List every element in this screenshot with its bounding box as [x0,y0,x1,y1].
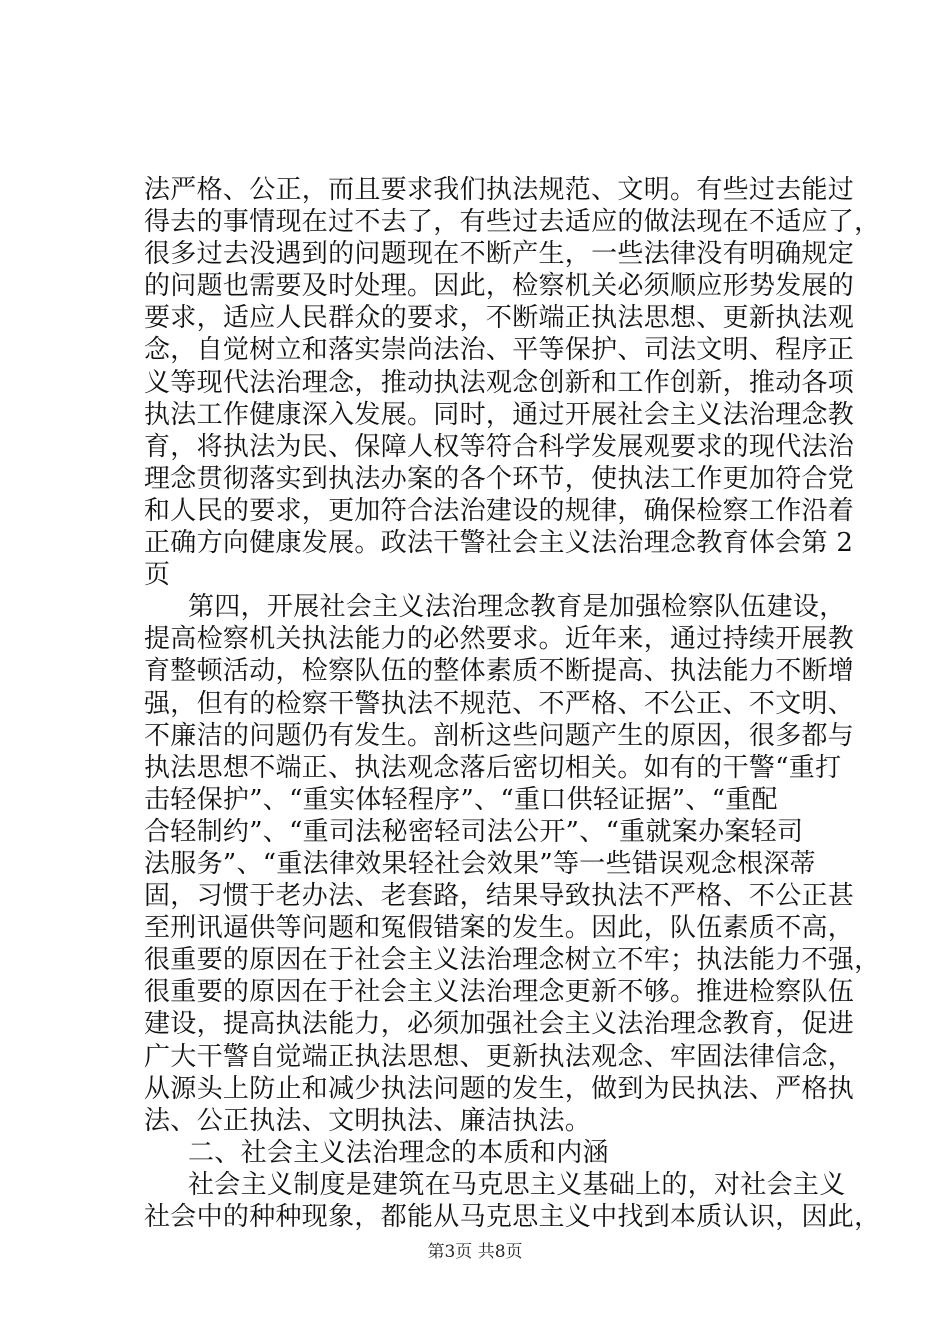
body-text-line: 念，自觉树立和落实崇尚法治、平等保护、司法文明、程序正 [144,335,855,366]
body-text-line: 广大干警自觉端正执法思想、更新执法观念、牢固法律信念， [144,1041,855,1072]
body-text-line: 社会中的种种现象，都能从马克思主义中找到本质认识，因此， [144,1202,881,1232]
body-text-line: 社会主义制度是建筑在马克思主义基础上的，对社会主义 [188,1169,846,1200]
body-text-line: 很重要的原因在于社会主义法治理念树立不牢；执法能力不强， [144,945,881,976]
body-text-line: 第四，开展社会主义法治理念教育是加强检察队伍建设， [188,592,846,623]
body-text-line: 不廉洁的问题仍有发生。剖析这些问题产生的原因，很多都与 [144,720,855,751]
body-text-line: 至刑讯逼供等问题和冤假错案的发生。因此，队伍素质不高， [144,913,855,944]
body-text-line: 的问题也需要及时处理。因此，检察机关必须顺应形势发展的 [144,271,855,302]
body-text-line: 二、社会主义法治理念的本质和内涵 [188,1137,609,1168]
body-text-line: 合轻制约”、“重司法秘密轻司法公开”、“重就案办案轻司 [144,816,804,847]
page-footer: 第3页 共8页 [427,1242,523,1262]
body-text-line: 法、公正执法、文明执法、廉洁执法。 [144,1105,592,1136]
body-text-line: 法服务”、“重法律效果轻社会效果”等一些错误观念根深蒂 [144,848,816,879]
body-text-line: 提高检察机关执法能力的必然要求。近年来，通过持续开展教 [144,624,855,655]
body-text-line: 页 [144,560,171,591]
body-text-line: 和人民的要求，更加符合法治建设的规律，确保检察工作沿着 [144,495,855,526]
body-text-line: 执法工作健康深入发展。同时，通过开展社会主义法治理念教 [144,399,855,430]
body-text-line: 从源头上防止和减少执法问题的发生，做到为民执法、严格执 [144,1073,855,1104]
body-text-line: 很多过去没遇到的问题现在不断产生，一些法律没有明确规定 [144,239,855,270]
body-text-line: 理念贯彻落实到执法办案的各个环节，使执法工作更加符合党 [144,463,855,494]
body-text-line: 要求，适应人民群众的要求，不断端正执法思想、更新执法观 [144,303,855,334]
body-text-line: 法严格、公正，而且要求我们执法规范、文明。有些过去能过 [144,175,855,205]
body-text-line: 执法思想不端正、执法观念落后密切相关。如有的干警“重打 [144,752,842,783]
body-text-line: 固，习惯于老办法、老套路，结果导致执法不严格、不公正甚 [144,881,855,912]
body-text-line: 很重要的原因在于社会主义法治理念更新不够。推进检察队伍 [144,977,855,1008]
document-body [144,174,881,1233]
body-text-line: 育，将执法为民、保障人权等符合科学发展观要求的现代法治 [144,431,855,462]
body-text-line: 得去的事情现在过不去了，有些过去适应的做法现在不适应了， [144,207,881,238]
body-text-line: 正确方向健康发展。政法干警社会主义法治理念教育体会第 2 [144,528,854,559]
body-text-line: 建设，提高执法能力，必须加强社会主义法治理念教育，促进 [144,1009,855,1040]
body-text-line: 强，但有的检察干警执法不规范、不严格、不公正、不文明、 [144,688,855,719]
body-text-line: 育整顿活动，检察队伍的整体素质不断提高、执法能力不断增 [144,656,855,687]
body-text-line: 义等现代法治理念，推动执法观念创新和工作创新，推动各项 [144,367,855,398]
body-text-line: 击轻保护”、“重实体轻程序”、“重口供轻证据”、“重配 [144,784,778,815]
